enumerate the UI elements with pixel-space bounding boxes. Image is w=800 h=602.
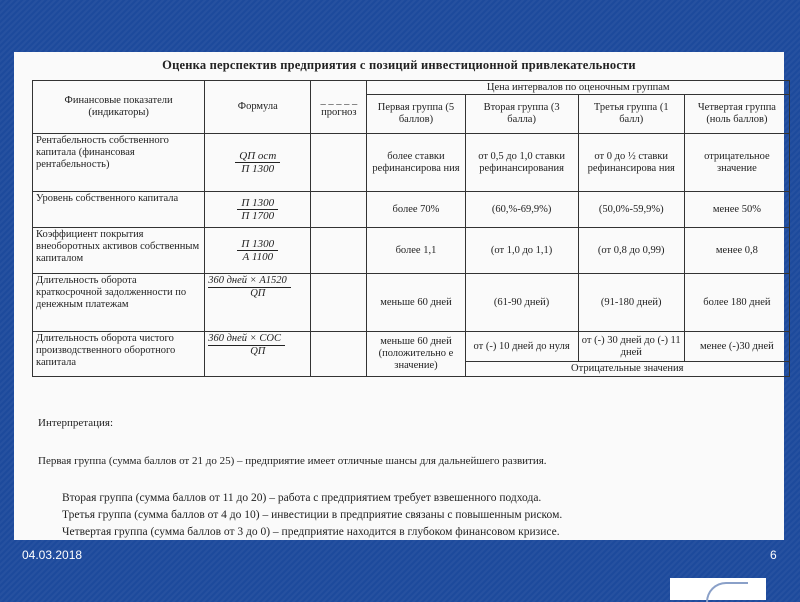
- header-group1: Первая группа (5 баллов): [367, 95, 465, 134]
- forecast-cell: [311, 134, 367, 192]
- slide-content: [14, 52, 784, 540]
- group4-cell: менее 0,8: [684, 228, 789, 274]
- interpretation-line-4: Четвертая группа (сумма баллов от 3 до 0) – предприятие находится в глубоком финансовом кризисе.: [62, 526, 560, 538]
- group2-cell: от 0,5 до 1,0 ставки рефинансирования: [465, 134, 578, 192]
- table-row-indicator: Коэффициент покрытия внеоборотных активов собственным капиталом: [33, 228, 205, 274]
- formula-denominator: П 1300: [241, 163, 275, 175]
- formula-denominator: А 1100: [242, 251, 274, 263]
- document-title: Оценка перспектив предприятия с позиций инвестиционной привлекательности: [162, 58, 636, 72]
- formula-cell: [205, 228, 311, 274]
- group1-cell: более ставки рефинансирова ния: [367, 134, 465, 192]
- formula-denominator: П 1700: [241, 210, 275, 222]
- negative-values-note: Отрицательные значения: [465, 362, 789, 377]
- formula-cell: [205, 192, 311, 228]
- group1-cell: меньше 60 дней (положительно е значение): [367, 332, 465, 377]
- interpretation-line-3: Третья группа (сумма баллов от 4 до 10) – инвестиции в предприятие связаны с повышенным риском.: [62, 509, 563, 521]
- header-group2: Вторая группа (3 балла): [465, 95, 578, 134]
- group2-cell: (от 1,0 до 1,1): [465, 228, 578, 274]
- group4-cell: менее (-)30 дней: [684, 332, 789, 362]
- group4-cell: более 180 дней: [684, 274, 789, 332]
- interpretation-heading: Интерпретация:: [38, 417, 114, 429]
- interpretation-line-2: Вторая группа (сумма баллов от 11 до 20) – работа с предприятием требует взвешенного подхода.: [62, 492, 542, 504]
- logo-curve: [706, 582, 748, 602]
- group3-cell: (от 0,8 до 0,99): [578, 228, 684, 274]
- group3-cell: (91-180 дней): [578, 274, 684, 332]
- header-indicators: Финансовые показатели (индикаторы): [33, 81, 205, 134]
- interpretation-line-1: Первая группа (сумма баллов от 21 до 25) – предприятие имеет отличные шансы для дальнейшего развития.: [38, 455, 547, 467]
- group3-cell: от 0 до ½ ставки рефинансирова ния: [578, 134, 684, 192]
- footer-date: 04.03.2018: [22, 548, 83, 562]
- formula-denominator: QП: [250, 288, 266, 299]
- formula-fraction: [237, 238, 278, 263]
- group1-cell: более 70%: [367, 192, 465, 228]
- group3-cell: (50,0%-59,9%): [578, 192, 684, 228]
- table-row-indicator: Рентабельность собственного капитала (финансовая рентабельность): [33, 134, 205, 192]
- formula-numerator: QП ост: [235, 150, 280, 163]
- group1-cell: более 1,1: [367, 228, 465, 274]
- page-number: 6: [770, 548, 777, 562]
- formula-numerator: 360 дней × А1520: [208, 275, 291, 288]
- group1-cell: меньше 60 дней: [367, 274, 465, 332]
- evaluation-table: [32, 80, 790, 377]
- forecast-cell: [311, 228, 367, 274]
- interpretation-list: [62, 490, 562, 541]
- formula-denominator: QП: [250, 346, 266, 357]
- group2-cell: от (-) 10 дней до нуля: [465, 332, 578, 362]
- corner-logo: [670, 578, 766, 600]
- forecast-cell: [311, 274, 367, 332]
- table-row-indicator: Длительность оборота чистого производственного оборотного капитала: [33, 332, 205, 377]
- header-forecast: _ _ _ _ _ прогноз: [311, 81, 367, 134]
- formula-fraction: [237, 197, 278, 222]
- formula-cell: [205, 134, 311, 192]
- header-formula: Формула: [205, 81, 311, 134]
- group4-cell: отрицательное значение: [684, 134, 789, 192]
- formula-numerator: П 1300: [237, 238, 278, 251]
- group4-cell: менее 50%: [684, 192, 789, 228]
- group2-cell: (60,%-69,9%): [465, 192, 578, 228]
- table-row-indicator: Уровень собственного капитала: [33, 192, 205, 228]
- forecast-cell: [311, 332, 367, 377]
- group2-cell: (61-90 дней): [465, 274, 578, 332]
- formula-cell: [205, 274, 311, 332]
- formula-numerator: 360 дней × СОС: [208, 333, 285, 346]
- formula-fraction: [235, 150, 280, 175]
- header-group4: Четвертая группа (ноль баллов): [684, 95, 789, 134]
- group3-cell: от (-) 30 дней до (-) 11 дней: [578, 332, 684, 362]
- header-group3: Третья группа (1 балл): [578, 95, 684, 134]
- formula-cell: [205, 332, 311, 377]
- header-price-intervals: Цена интервалов по оценочным группам: [367, 81, 790, 95]
- formula-numerator: П 1300: [237, 197, 278, 210]
- table-row-indicator: Длительность оборота краткосрочной задолженности по денежным платежам: [33, 274, 205, 332]
- forecast-cell: [311, 192, 367, 228]
